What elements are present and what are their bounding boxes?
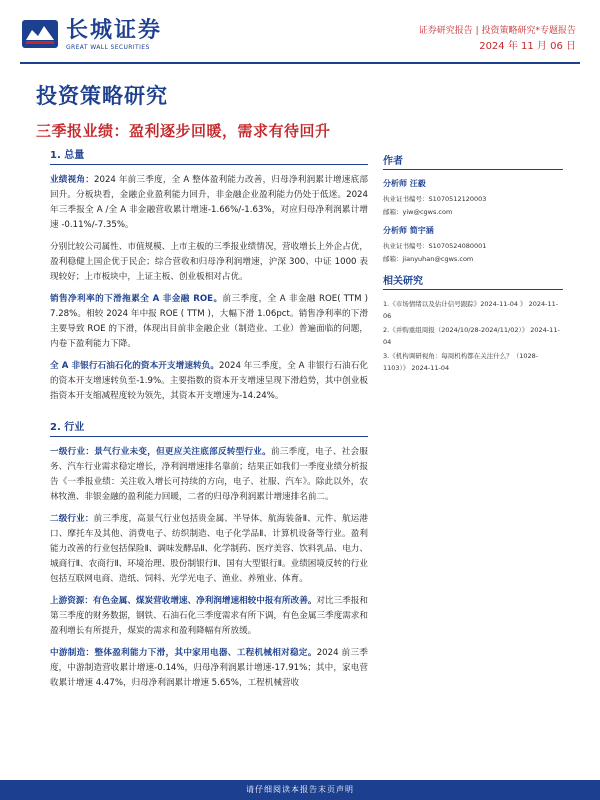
report-header bbox=[0, 0, 600, 64]
paragraph bbox=[50, 240, 368, 285]
paragraph-lead: 一级行业：景气行业未变，但更应关注底部反转型行业。 bbox=[50, 447, 271, 457]
analyst-email[interactable]: 邮箱：jianyuhan@cgws.com bbox=[383, 255, 474, 263]
report-date: 2024 年 11 月 06 日 bbox=[479, 41, 576, 52]
paragraph bbox=[50, 512, 368, 587]
paragraph-lead: 二级行业： bbox=[50, 514, 94, 524]
paragraph-text: 2024 年三季度，全 A 非银行石油石化的资本开支增速转负至-1.9%。主要指数的资本开支增速呈现下滑趋势，其中创业板指资本开支缩减程度较为领先，其资本开支增速为-14.24%。 bbox=[50, 361, 368, 401]
great-wall-logo-icon bbox=[20, 14, 60, 54]
section-overview bbox=[50, 146, 368, 404]
sidebar bbox=[383, 152, 563, 376]
paragraph bbox=[50, 445, 368, 505]
section-heading: 2. 行业 bbox=[50, 418, 368, 437]
header-divider bbox=[20, 62, 580, 64]
section-industry bbox=[50, 418, 368, 691]
report-subtitle: 三季报业绩：盈利逐步回暖，需求有待回升 bbox=[36, 122, 331, 140]
related-report-link[interactable]: 2.《并购重组周报（2024/10/28-2024/11/02）》 2024-11-04 bbox=[383, 326, 560, 346]
paragraph bbox=[50, 646, 368, 691]
related-report-link[interactable]: 3.《机构调研视角：每周机构都在关注什么？（1028-1103）》 2024-11-04 bbox=[383, 352, 539, 372]
paragraph-lead: 中游制造：整体盈利能力下滑，其中家用电器、工程机械相对稳定。 bbox=[50, 648, 317, 658]
paragraph-text: 分别比较公司属性、市值规模、上市主板的三季报业绩情况，营收增长上外企占优，盈利稳健上国企优于民企；综合营收和归母净利润增速，沪深 300、中证 1000 表现较好；上市板块中，上证主板、创业板相对占优。 bbox=[50, 242, 368, 282]
analyst-cert: 执业证书编号：S1070512120003 bbox=[383, 195, 487, 203]
paragraph-lead: 上游资源：有色金属、煤炭营收增速、净利润增速相较中报有所改善。 bbox=[50, 596, 317, 606]
main-content bbox=[50, 146, 368, 698]
paragraph-text: 对比三季报和第三季度的财务数据，钢铁、石油石化三季度需求有所下调，有色金属三季度需求和盈利增长有所提升，煤炭的需求和盈利降幅有所放缓。 bbox=[50, 596, 368, 636]
section-heading: 1. 总量 bbox=[50, 146, 368, 165]
paragraph-text: 前三季度，全 A 非金融 ROE( TTM ) 7.28%。相较 2024 年中报 ROE ( TTM )，大幅下滑 1.06pct。销售净利率的下滑主要导致 ROE 的下滑，体现出目前非金融企业（制造业、工业）普遍面临的问题，内卷下盈利能力下降。 bbox=[50, 294, 369, 349]
paragraph-lead: 全 A 非银行石油石化的资本开支增速转负。 bbox=[50, 361, 220, 371]
paragraph-lead: 业绩视角： bbox=[50, 175, 95, 185]
logo-english-name: GREAT WALL SECURITIES bbox=[66, 43, 150, 51]
paragraph bbox=[50, 359, 368, 404]
authors-heading: 作者 bbox=[383, 152, 563, 170]
related-report-link[interactable]: 1.《市场情绪以及估计信号跟踪》2024-11-04 》 2024-11-06 bbox=[383, 300, 559, 320]
analyst-email[interactable]: 邮箱：yiw@cgws.com bbox=[383, 208, 453, 216]
paragraph-lead: 销售净利率的下滑拖累全 A 非金融 ROE。 bbox=[50, 294, 223, 304]
page-title: 投资策略研究 bbox=[36, 84, 168, 108]
paragraph-text: 2024 年前三季度，全 A 整体盈利能力改善，归母净利润累计增速底部回升。分板块看，金融企业盈利能力回升，非金融企业盈利能力仍处于低迷。2024 年三季报全 A /全 A 非金融营收累计增速-1.66%/-1.63%，对应归母净利润累计增速 -0.11%/-7.35%。 bbox=[50, 175, 368, 230]
analyst-card bbox=[383, 178, 563, 219]
paragraph-text: 前三季度，高景气行业包括贵金属、半导体、航海装备Ⅱ、元件、航运港口、摩托车及其他、消费电子、纺织制造、电子化学品Ⅱ、计算机设备等行业。盈利能力改善的行业包括保险Ⅱ、调味发酵品Ⅱ、化学制药、医疗美容、饮料乳品、电力、城商行Ⅱ、农商行Ⅱ、环境治理、股份制银行Ⅱ、国有大型银行Ⅱ。业绩困境反转的行业包括互联网电商、造纸、饲料、光学光电子、渔业、养殖业、体育。 bbox=[50, 514, 368, 584]
paragraph bbox=[50, 594, 368, 639]
analyst-name: 分析师 汪毅 bbox=[383, 179, 426, 188]
paragraph-text: 前三季度，电子、社会服务、汽车行业需求稳定增长，净利润增速排名靠前；结果正如我们一季度业绩分析报告《一季报业绩：关注收入增长可持续的方向，电子、社服、汽车》。除此以外，农林牧渔、非银金融的盈利能力回暖，二者的归母净利润累计增速排名前二。 bbox=[50, 447, 368, 502]
paragraph-text: 2024 前三季度，中游制造营收累计增速-0.14%，归母净利润累计增速-17.91%；其中，家电营收累计增速 4.47%，归母净利润累计增速 5.65%，工程机械营收 bbox=[50, 648, 368, 688]
analyst-cert: 执业证书编号：S1070524080001 bbox=[383, 242, 487, 250]
logo-chinese-name: 长城证券 bbox=[66, 16, 163, 43]
report-type: 证券研究报告 | 投资策略研究*专题报告 bbox=[418, 26, 576, 36]
paragraph bbox=[50, 173, 368, 233]
company-logo bbox=[20, 14, 162, 54]
analyst-name: 分析师 简宇涵 bbox=[383, 226, 434, 235]
related-research-heading: 相关研究 bbox=[383, 272, 563, 290]
paragraph bbox=[50, 292, 368, 352]
disclaimer-footer: 请仔细阅读本报告末页声明 bbox=[0, 780, 600, 800]
analyst-card bbox=[383, 225, 563, 266]
